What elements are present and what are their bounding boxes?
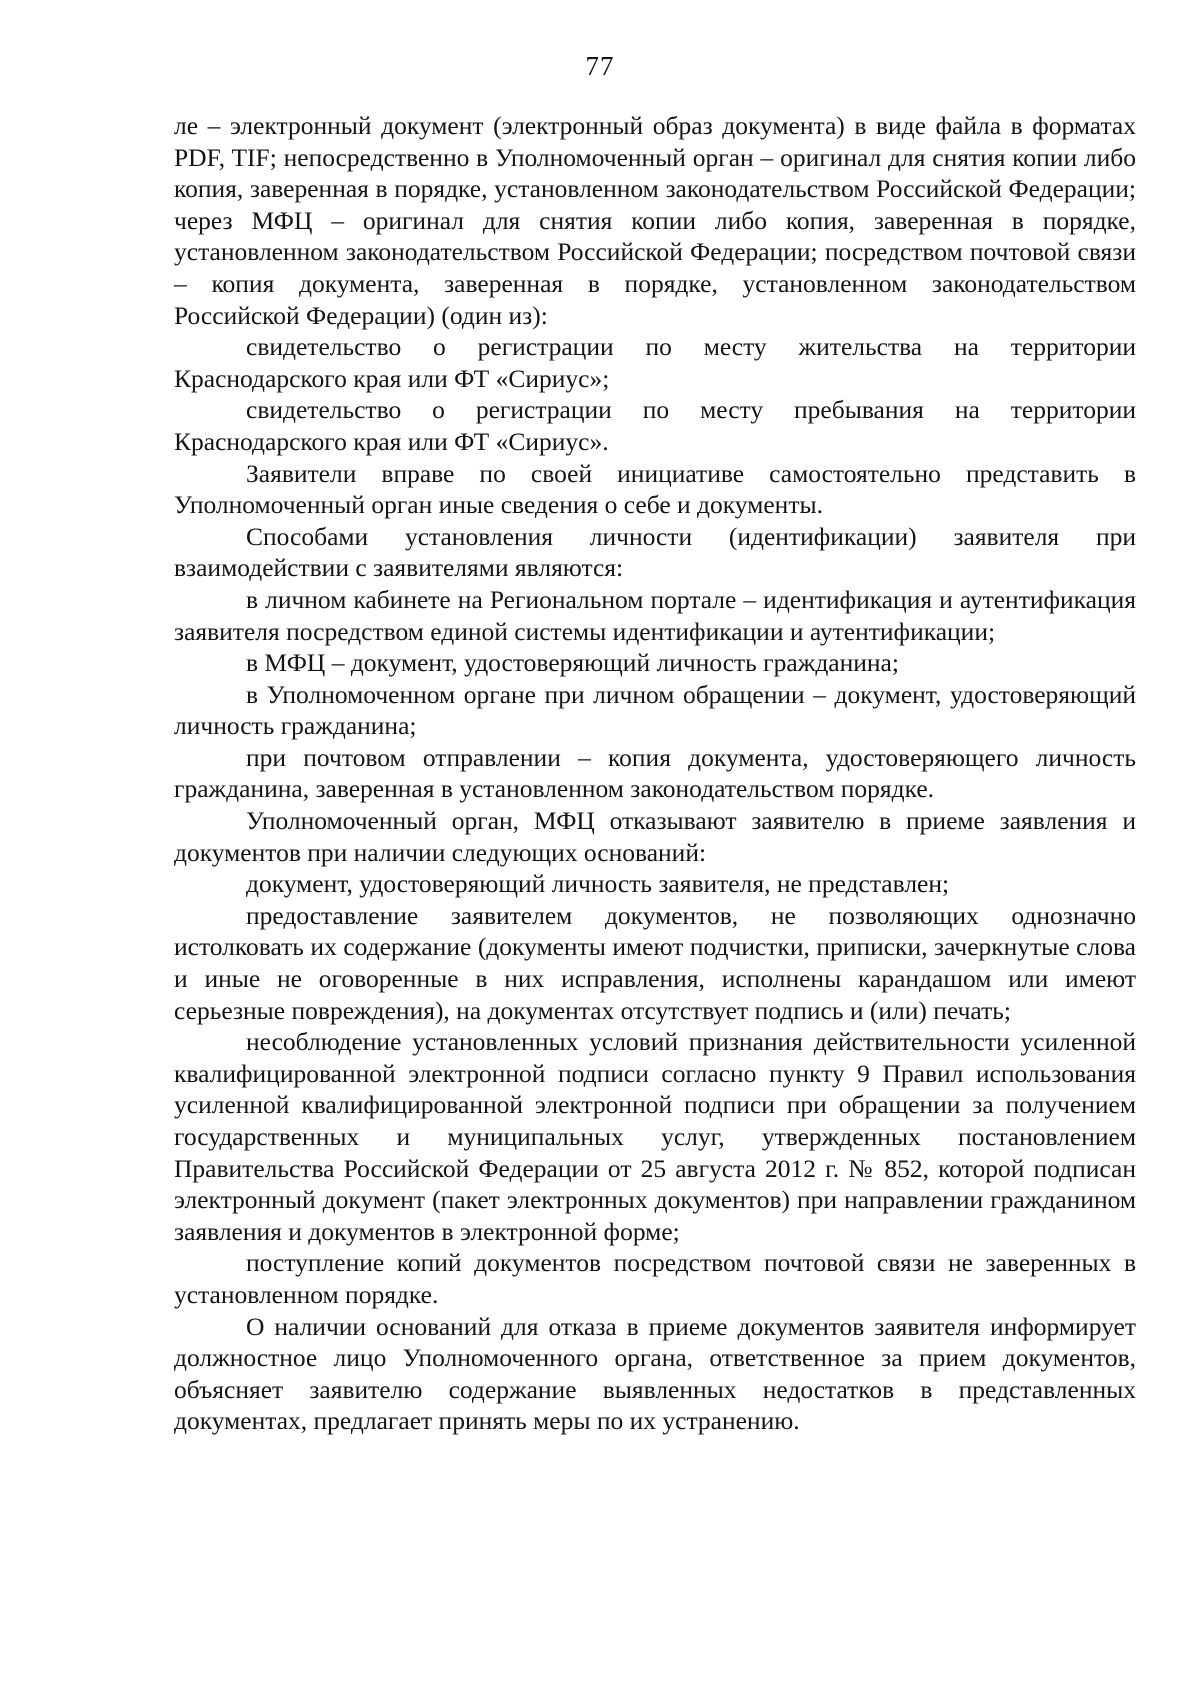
paragraph: поступление копий документов посредством почтовой связи не заверенных в установленном порядке. <box>174 1248 1136 1309</box>
paragraph: предоставление заявителем документов, не позволяющих однозначно истолковать их содержание (документы имеют подчистки, приписки, зачеркнутые слова и иные не оговоренные в них исправления, исполнены карандашом или имеют серьезные повреждения), на документах отсутствует подпись и (или) печать; <box>174 900 1136 1025</box>
paragraph: Заявители вправе по своей инициативе самостоятельно представить в Уполномоченный орган иные сведения о себе и документы. <box>174 458 1136 520</box>
paragraph: свидетельство о регистрации по месту жительства на территории Краснодарского края или ФТ «Сириус»; <box>174 332 1136 393</box>
paragraph: в Уполномоченном органе при личном обращении – документ, удостоверяющий личность гражданина; <box>174 679 1136 741</box>
paragraph: О наличии оснований для отказа в приеме документов заявителя информирует должностное лицо Уполномоченного органа, ответственное за прием документов, объясняет заявителю содержание выявленных недостатков в представленных документах, предлагает принять меры по их устранению. <box>174 1311 1136 1436</box>
paragraph: при почтовом отправлении – копия документа, удостоверяющего личность гражданина, заверенная в установленном законодательством порядке. <box>174 742 1136 804</box>
paragraph: в МФЦ – документ, удостоверяющий личность гражданина; <box>246 648 899 678</box>
document-body <box>174 110 1136 1437</box>
paragraph: Способами установления личности (идентификации) заявителя при взаимодействии с заявителями являются: <box>174 521 1136 583</box>
paragraph: Уполномоченный орган, МФЦ отказывают заявителю в приеме заявления и документов при наличии следующих оснований: <box>174 806 1136 867</box>
paragraph: ле – электронный документ (электронный образ документа) в виде файла в форматах PDF, TIF; непосредственно в Уполномоченный орган – оригинал для снятия копии либо копия, заверенная в порядке, установленном законодательством Российской Федерации; через МФЦ – оригинал для снятия копии либо копия, заверенная в порядке, установленном законодательством Российской Федерации; посредством почтовой связи – копия документа, заверенная в порядке, установленном законодательством Российской Федерации) (один из): <box>174 111 1136 330</box>
paragraph: свидетельство о регистрации по месту пребывания на территории Краснодарского края или ФТ «Сириус». <box>174 395 1136 456</box>
paragraph: несоблюдение установленных условий признания действительности усиленной квалифицированной электронной подписи согласно пункту 9 Правил использования усиленной квалифицированной электронной подписи при обращении за получением государственных и муниципальных услуг, утвержденных постановлением Правительства Российской Федерации от 25 августа 2012 г. № 852, которой подписан электронный документ (пакет электронных документов) при направлении гражданином заявления и документов в электронной форме; <box>174 1027 1136 1246</box>
page-number: 77 <box>585 51 615 81</box>
paragraph: документ, удостоверяющий личность заявителя, не представлен; <box>246 869 950 899</box>
paragraph: в личном кабинете на Региональном портале – идентификация и аутентификация заявителя посредством единой системы идентификации и аутентификации; <box>174 584 1136 646</box>
